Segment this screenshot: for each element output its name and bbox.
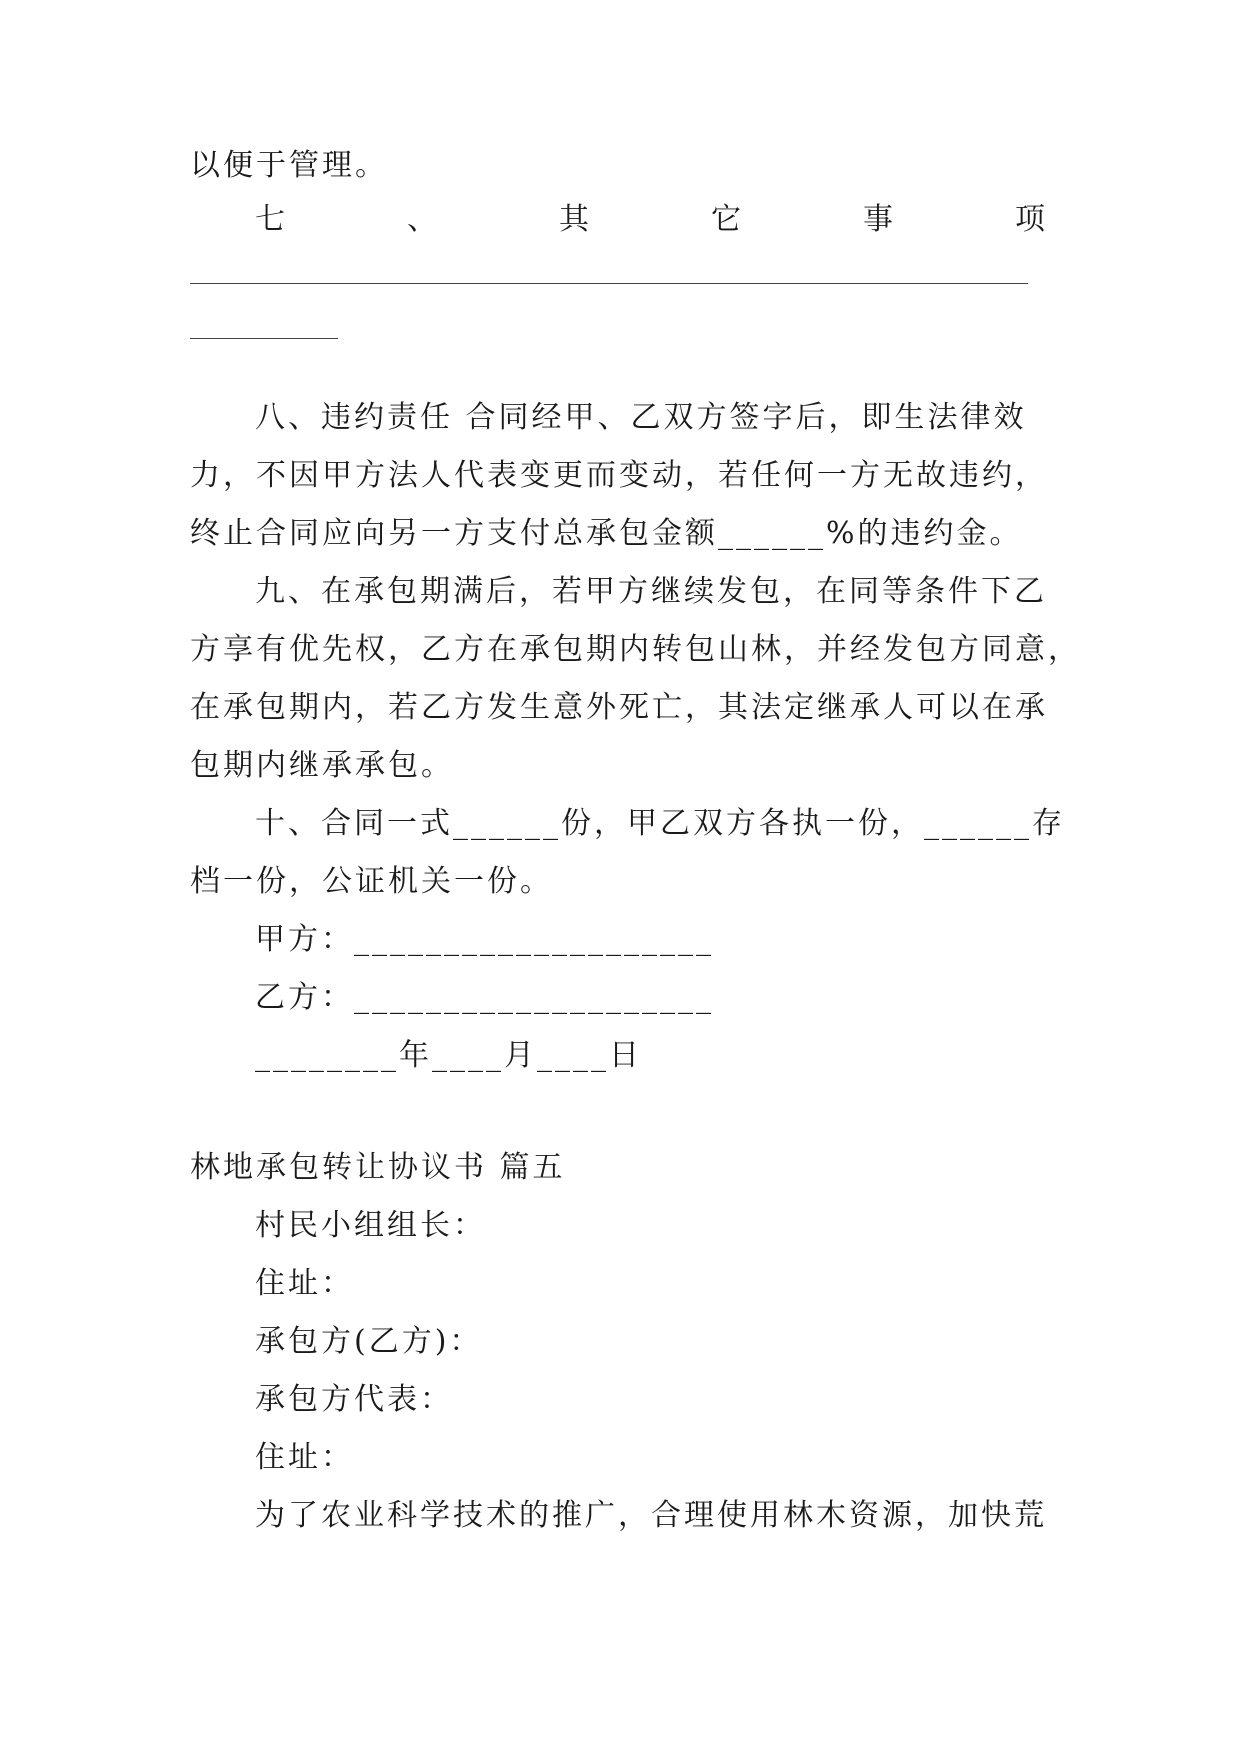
text-line: 以便于管理。 — [190, 148, 388, 183]
text-line: 十、合同一式______份，甲乙双方各执一份，______存 — [255, 806, 1065, 841]
blank-fill-line — [190, 283, 1028, 284]
form-field-label: 承包方(乙方)： — [255, 1324, 483, 1359]
form-field-label: 承包方代表： — [255, 1382, 453, 1417]
section-title: 林地承包转让协议书 篇五 — [190, 1150, 566, 1185]
form-field-label: 住址： — [255, 1440, 354, 1475]
form-field-label: 村民小组组长： — [255, 1208, 486, 1243]
party-a-signature: 甲方：____________________ — [255, 922, 714, 957]
section-heading-other-matters — [255, 200, 1045, 240]
form-field-label: 住址： — [255, 1266, 354, 1301]
heading-char: 、 — [407, 202, 437, 237]
text-line: 力，不因甲方法人代表变更而变动，若任何一方无故违约， — [190, 458, 1048, 493]
heading-char: 事 — [863, 202, 893, 237]
blank-fill-line — [190, 338, 338, 339]
text-line: 方享有优先权，乙方在承包期内转包山林，并经发包方同意， — [190, 632, 1081, 667]
heading-char: 七 — [255, 202, 285, 237]
text-line: 八、违约责任 合同经甲、乙双方签字后，即生法律效 — [255, 400, 1027, 435]
heading-char: 其 — [559, 202, 589, 237]
text-line: 为了农业科学技术的推广，合理使用林木资源，加快荒 — [255, 1498, 1047, 1533]
heading-char: 它 — [711, 202, 741, 237]
text-line: 档一份，公证机关一份。 — [190, 864, 553, 899]
text-line: 终止合同应向另一方支付总承包金额______%的违约金。 — [190, 516, 1023, 551]
heading-char: 项 — [1015, 202, 1045, 237]
text-line: 九、在承包期满后，若甲方继续发包，在同等条件下乙 — [255, 574, 1047, 609]
text-line: 包期内继承承包。 — [190, 748, 454, 783]
text-line: 在承包期内，若乙方发生意外死亡，其法定继承人可以在承 — [190, 690, 1048, 725]
date-line: ________年____月____日 — [255, 1038, 642, 1073]
party-b-signature: 乙方：____________________ — [255, 980, 714, 1015]
